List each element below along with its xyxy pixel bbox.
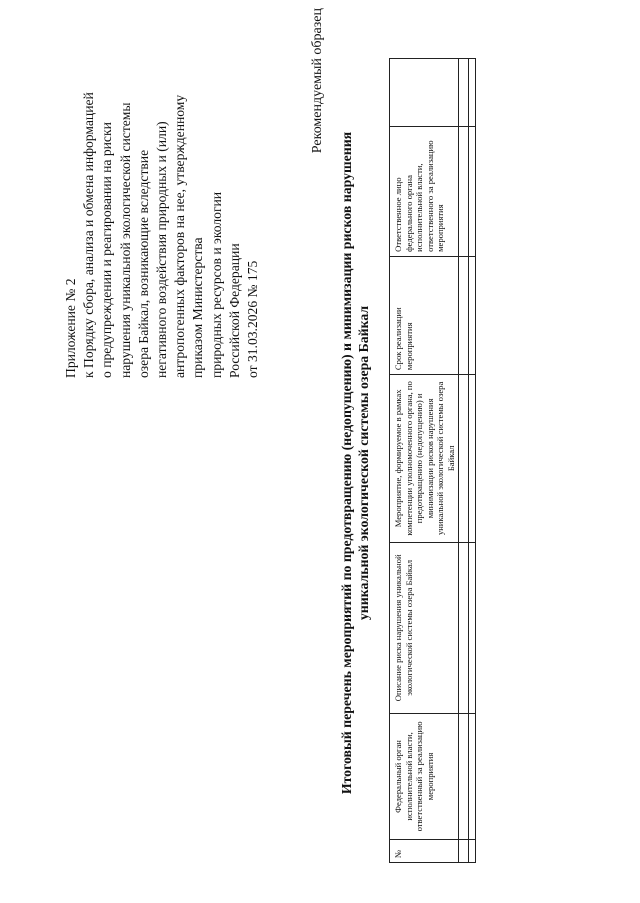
title-line: уникальной экологической системы озера Байкал bbox=[356, 305, 371, 621]
header-risk-description: Описание риска нарушения уникальной экологической системы озера Байкал bbox=[390, 542, 459, 713]
table-header-row bbox=[390, 59, 459, 863]
table-cell bbox=[459, 839, 469, 862]
appendix-line: Приложение № 2 bbox=[63, 278, 78, 378]
appendix-line: приказом Министерства bbox=[190, 237, 206, 378]
table-cell bbox=[459, 256, 469, 374]
appendix-line: к Порядку сбора, анализа и обмена информацией bbox=[81, 92, 97, 378]
appendix-line: Российской Федерации bbox=[226, 243, 242, 378]
table-cell bbox=[459, 375, 469, 543]
measures-table bbox=[389, 58, 476, 863]
appendix-line: природных ресурсов и экологии bbox=[208, 191, 224, 378]
document-title bbox=[338, 63, 372, 863]
table-cell bbox=[459, 542, 469, 713]
table-cell bbox=[469, 839, 476, 862]
table-cell bbox=[469, 126, 476, 256]
appendix-line: нарушения уникальной экологической системы bbox=[117, 102, 133, 378]
title-line: Итоговый перечень мероприятий по предотвращению (недопущению) и минимизации рисков нарушения bbox=[339, 131, 354, 795]
recommended-sample-label: Рекомендуемый образец bbox=[310, 8, 325, 154]
header-number: № bbox=[390, 839, 459, 862]
table-cell bbox=[459, 126, 469, 256]
table-cell bbox=[459, 59, 469, 127]
header-empty-cell bbox=[390, 59, 459, 127]
table-cell bbox=[469, 59, 476, 127]
appendix-line: о предупреждении и реагировании на риски bbox=[99, 122, 115, 378]
table-row bbox=[469, 59, 476, 863]
table-cell bbox=[469, 256, 476, 374]
header-federal-body: Федеральный орган исполнительной власти, ответственный за реализацию мероприятия bbox=[390, 714, 459, 840]
appendix-line: от 31.03.2026 № 175 bbox=[245, 260, 261, 378]
header-implementation-term: Срок реализации мероприятия bbox=[390, 256, 459, 374]
header-measure: Мероприятие, формируемое в рамках компетенции уполномоченного органа, по предотвращению (недопущению) и минимизации рисков нарушения уникальной экологической системы озера Байкал bbox=[390, 375, 459, 543]
appendix-line: негативного воздействия природных и (или) bbox=[154, 121, 170, 378]
appendix-line: озера Байкал, возникающие вследствие bbox=[135, 149, 151, 378]
table-row bbox=[459, 59, 469, 863]
appendix-block bbox=[62, 38, 262, 378]
header-responsible-person: Ответственное лицо федерального органа исполнительной власти, ответственного за реализацию мероприятия bbox=[390, 126, 459, 256]
table-cell bbox=[459, 714, 469, 840]
appendix-line: антропогенных факторов на нее, утвержденному bbox=[172, 94, 188, 378]
table-cell bbox=[469, 714, 476, 840]
table-cell bbox=[469, 375, 476, 543]
table-cell bbox=[469, 542, 476, 713]
